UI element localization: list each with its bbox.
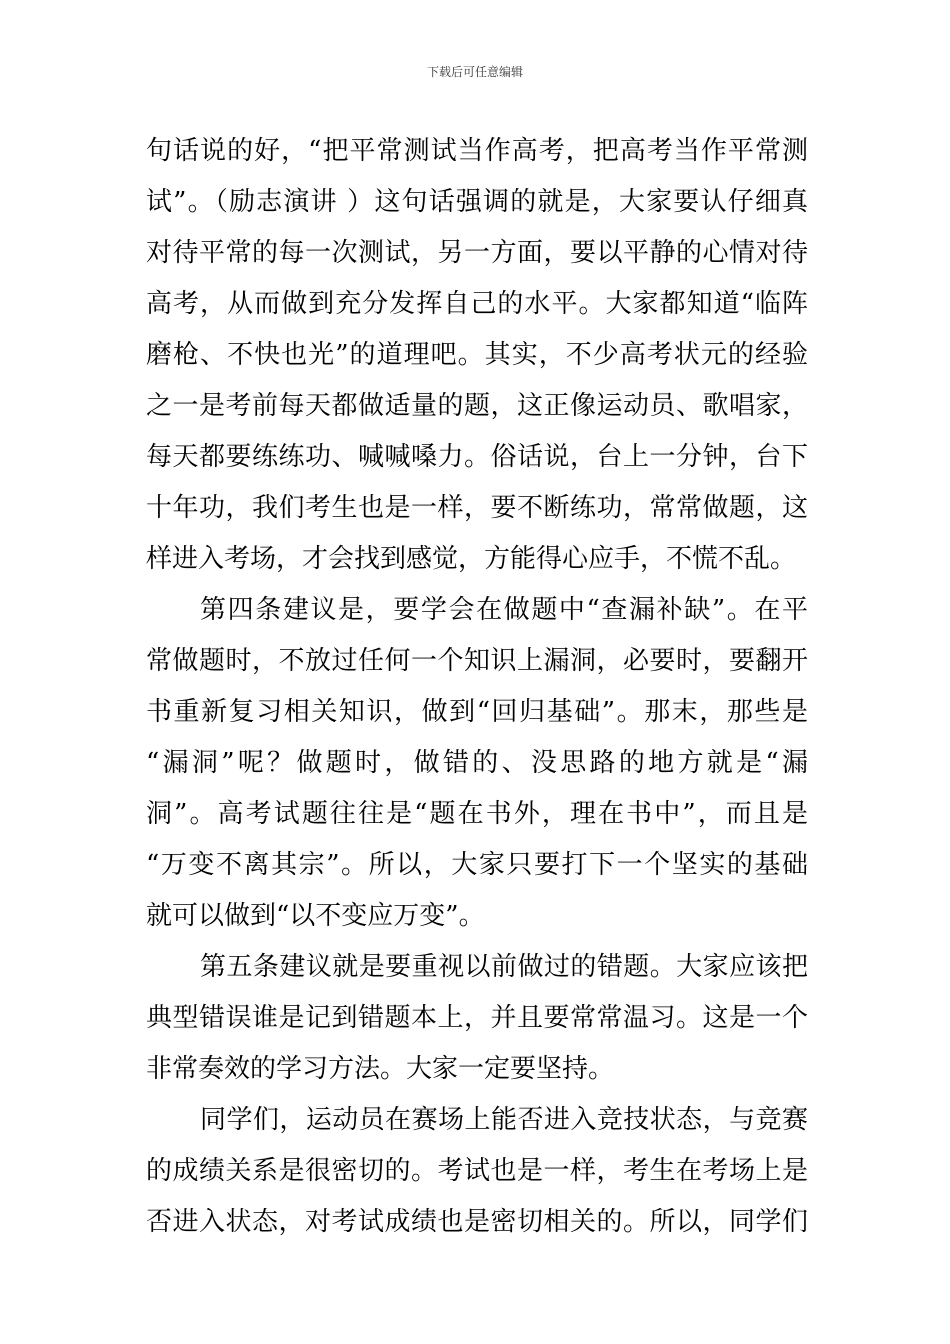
text-line: “万变不离其宗”。所以，大家只要打下一个坚实的基础 [146,850,808,880]
text-line: 常做题时，不放过任何一个知识上漏洞，必要时，要翻开 [146,646,808,676]
text-line: 第四条建议是，要学会在做题中“查漏补缺”。在平 [200,595,808,625]
text-line: 对待平常的每一次测试，另一方面，要以平静的心情对待 [146,238,808,268]
document-body [146,126,808,1248]
text-line: 磨枪、不快也光”的道理吧。其实，不少高考状元的经验 [146,340,808,370]
text-line: “漏洞”呢？做题时，做错的、没思路的地方就是“漏 [146,748,808,778]
text-line: 句话说的好，“把平常测试当作高考，把高考当作平常测 [146,136,808,166]
text-line: 样进入考场，才会找到感觉，方能得心应手，不慌不乱。 [146,544,797,574]
text-line: 试”。（励志演讲 ）这句话强调的就是，大家要认仔细真 [146,187,808,217]
text-line: 否进入状态，对考试成绩也是密切相关的。所以，同学们 [146,1207,808,1237]
text-line: 洞”。高考试题往往是“题在书外，理在书中”，而且是 [146,799,808,829]
text-line: 之一是考前每天都做适量的题，这正像运动员、歌唱家， [146,391,808,421]
text-line: 非常奏效的学习方法。大家一定要坚持。 [146,1054,615,1084]
text-line: 就可以做到“以不变应万变”。 [146,901,485,931]
text-line: 书重新复习相关知识，做到“回归基础”。那末，那些是 [146,697,808,727]
text-line: 典型错误谁是记到错题本上，并且要常常温习。这是一个 [146,1003,808,1033]
text-line: 的成绩关系是很密切的。考试也是一样，考生在考场上是 [146,1156,808,1186]
text-line: 高考，从而做到充分发挥自己的水平。大家都知道“临阵 [146,289,808,319]
page-header: 下载后可任意编辑 [426,65,523,79]
text-line: 第五条建议就是要重视以前做过的错题。大家应该把 [200,952,808,982]
text-line: 每天都要练练功、喊喊嗓力。俗话说，台上一分钟，台下 [146,442,808,472]
text-line: 同学们，运动员在赛场上能否进入竞技状态，与竞赛 [200,1105,808,1135]
text-line: 十年功，我们考生也是一样，要不断练功，常常做题，这 [146,493,808,523]
